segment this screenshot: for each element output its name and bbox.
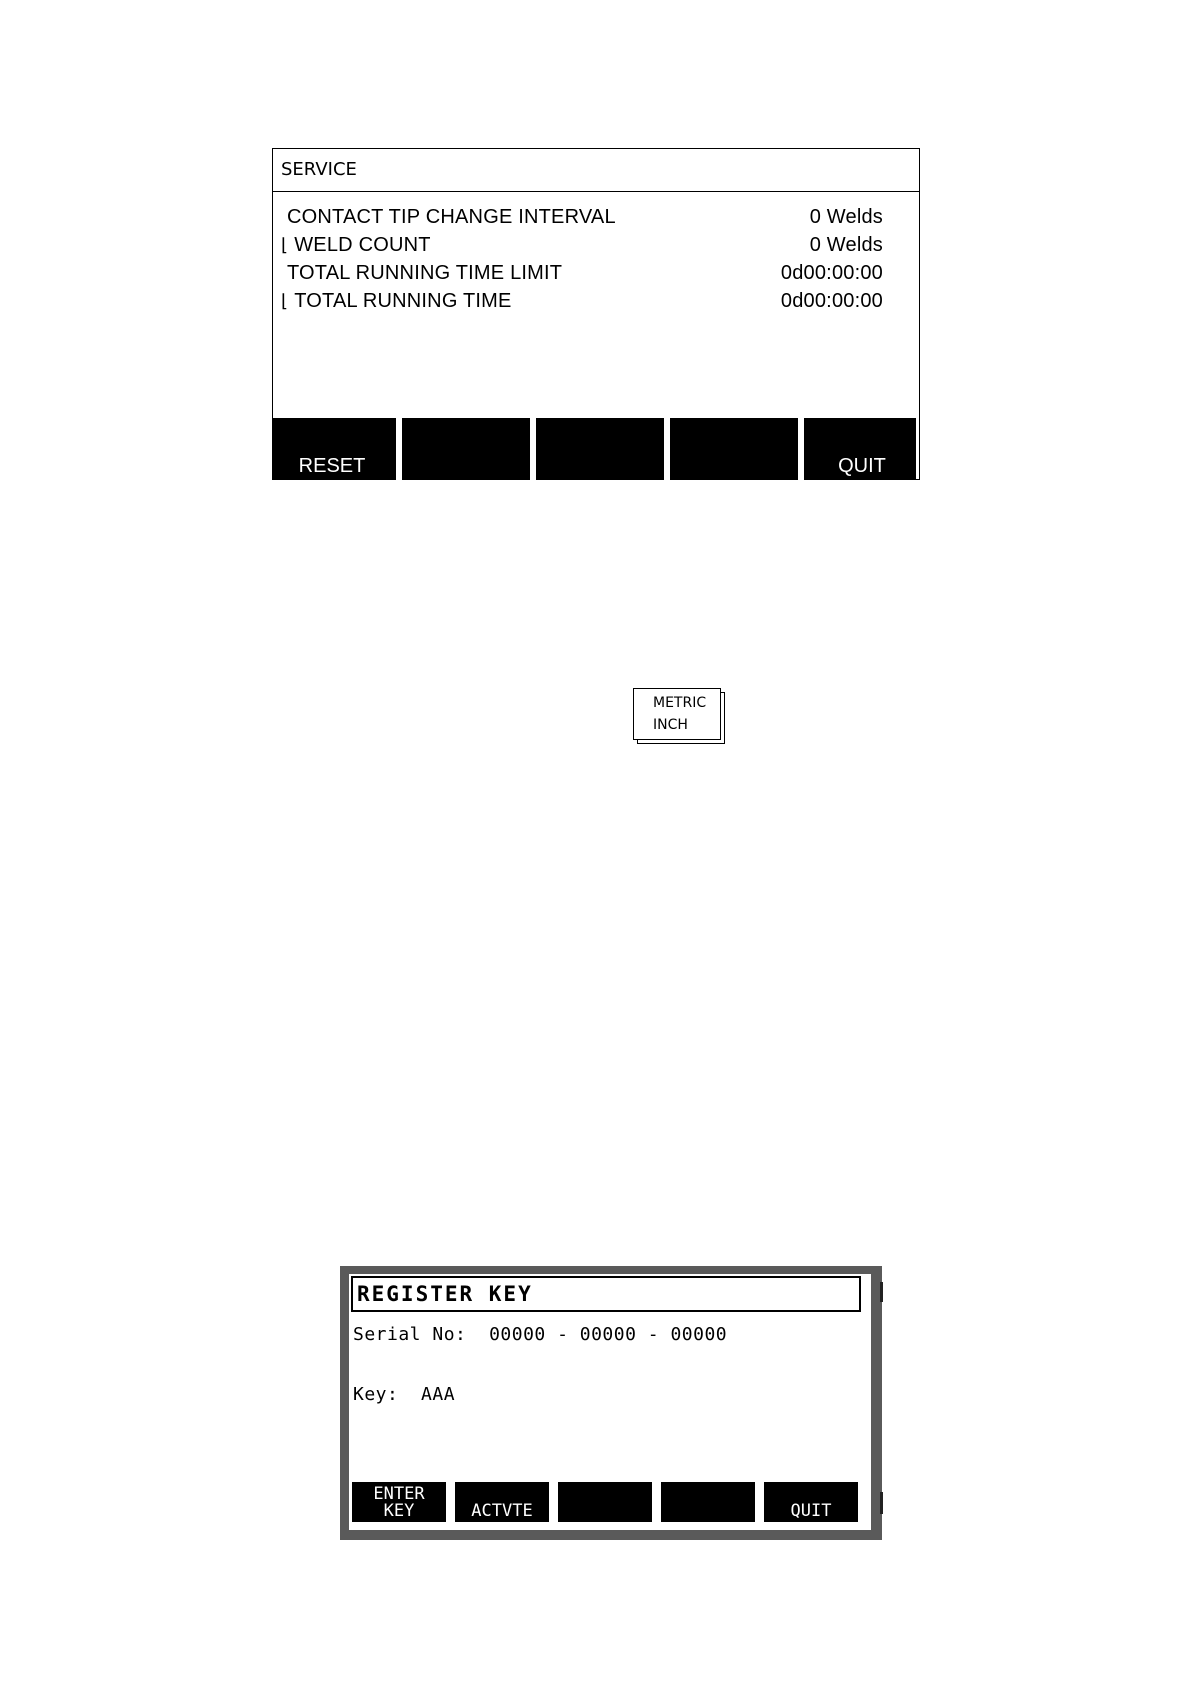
inch-label: INCH — [653, 717, 688, 733]
register-title: REGISTER KEY — [351, 1276, 861, 1312]
quit-softkey[interactable]: QUIT — [764, 1482, 858, 1522]
sub-item-bracket-icon: ⌊ — [281, 235, 289, 256]
service-rows — [281, 203, 883, 315]
softkey-3[interactable] — [558, 1482, 652, 1522]
metric-inch-key[interactable] — [633, 688, 721, 740]
register-display — [349, 1274, 871, 1530]
key-row — [353, 1384, 455, 1405]
serial-label: Serial No: — [353, 1324, 467, 1345]
row-label: TOTAL RUNNING TIME — [294, 290, 512, 312]
register-key-screen — [340, 1266, 882, 1540]
row-value: 0d00:00:00 — [780, 262, 883, 284]
serial-row — [353, 1324, 727, 1345]
service-row[interactable] — [281, 203, 883, 231]
reset-softkey[interactable]: RESET — [298, 455, 366, 477]
softkey-4[interactable] — [661, 1482, 755, 1522]
quit-softkey[interactable]: QUIT — [838, 455, 886, 477]
row-value: 0 Welds — [809, 234, 883, 256]
register-softkey-bar — [352, 1482, 864, 1522]
softkey-4[interactable] — [674, 418, 794, 480]
service-row[interactable] — [281, 231, 883, 259]
sub-item-bracket-icon: ⌊ — [281, 291, 289, 312]
service-screen — [272, 148, 920, 480]
row-label: WELD COUNT — [294, 234, 431, 256]
frame-tick — [880, 1492, 883, 1514]
row-value: 0 Welds — [809, 206, 883, 228]
key-value[interactable]: AAA — [421, 1384, 456, 1405]
serial-value: 00000 - 00000 - 00000 — [489, 1324, 728, 1345]
softkey-divider — [396, 418, 402, 480]
service-row[interactable] — [281, 259, 883, 287]
row-label: CONTACT TIP CHANGE INTERVAL — [287, 206, 616, 228]
softkey-divider — [798, 418, 804, 480]
service-title: SERVICE — [273, 149, 919, 192]
metric-label: METRIC — [653, 695, 707, 711]
service-row[interactable] — [281, 287, 883, 315]
softkey-divider — [530, 418, 536, 480]
row-value: 0d00:00:00 — [780, 290, 883, 312]
row-label: TOTAL RUNNING TIME LIMIT — [287, 262, 563, 284]
softkey-divider — [664, 418, 670, 480]
softkey-3[interactable] — [540, 418, 660, 480]
softkey-2[interactable] — [406, 418, 526, 480]
key-label: Key: — [353, 1384, 399, 1405]
enter-key-softkey[interactable]: ENTER KEY — [352, 1482, 446, 1522]
frame-tick — [880, 1282, 883, 1302]
softkey-bar — [272, 418, 916, 480]
activate-softkey[interactable]: ACTVTE — [455, 1482, 549, 1522]
